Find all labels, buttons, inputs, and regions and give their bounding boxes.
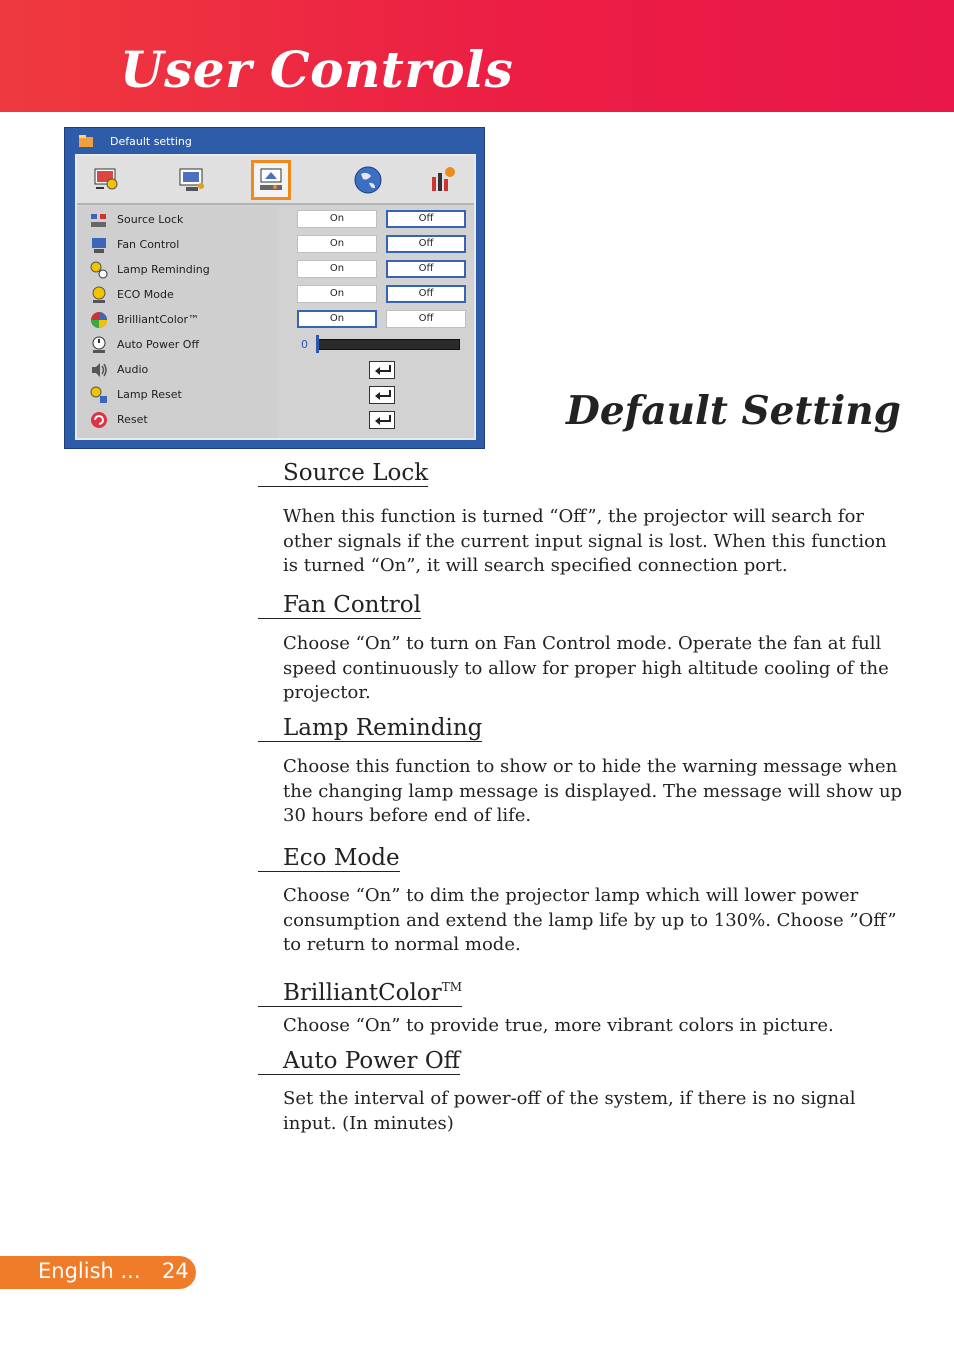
eco-mode-off-option[interactable]: Off bbox=[386, 285, 466, 303]
osd-row-label: Auto Power Off bbox=[117, 338, 200, 351]
audio-icon bbox=[89, 360, 109, 380]
eco-mode-on-option[interactable]: On bbox=[297, 285, 377, 303]
osd-row-label: Lamp Reminding bbox=[117, 263, 210, 276]
osd-row-label: Audio bbox=[117, 363, 149, 376]
brilliantcolor-off-option[interactable]: Off bbox=[386, 310, 466, 328]
page-header-title: User Controls bbox=[120, 40, 514, 99]
osd-row-reset[interactable] bbox=[77, 407, 474, 432]
enter-icon bbox=[373, 364, 393, 377]
audio-enter-button[interactable] bbox=[369, 361, 395, 379]
osd-row-audio[interactable] bbox=[77, 357, 474, 382]
tab-options[interactable] bbox=[423, 160, 463, 200]
osd-row-eco-mode[interactable] bbox=[77, 282, 474, 307]
osd-row-auto-power-off[interactable] bbox=[77, 332, 474, 357]
page-number: 24 bbox=[162, 1259, 189, 1283]
osd-row-label: Lamp Reset bbox=[117, 388, 182, 401]
tab-picture[interactable] bbox=[87, 160, 127, 200]
brilliantcolor-icon bbox=[89, 310, 109, 330]
osd-row-lamp-reset[interactable] bbox=[77, 382, 474, 407]
osd-titlebar bbox=[65, 128, 484, 154]
lamp-reset-icon bbox=[89, 385, 109, 405]
source-lock-on-option[interactable]: On bbox=[297, 210, 377, 228]
reset-enter-button[interactable] bbox=[369, 411, 395, 429]
item-body-source-lock: When this function is turned “Off”, the projector will search for other signals if the current input signal is lost. When this function is turned “On”, it will search specified connection port. bbox=[283, 506, 887, 576]
eco-mode-icon bbox=[89, 285, 109, 305]
osd-row-source-lock[interactable] bbox=[77, 207, 474, 232]
auto-power-off-value: 0 bbox=[301, 338, 308, 351]
item-heading-fan-control: Fan Control bbox=[258, 592, 421, 619]
lamp-reset-enter-button[interactable] bbox=[369, 386, 395, 404]
tab-setup[interactable] bbox=[251, 160, 291, 200]
item-heading-auto-power-off: Auto Power Off bbox=[258, 1048, 460, 1075]
picture-icon bbox=[92, 166, 122, 194]
osd-menu-screenshot bbox=[64, 127, 485, 449]
display-icon bbox=[177, 166, 207, 194]
enter-icon bbox=[373, 414, 393, 427]
osd-row-fan-control[interactable] bbox=[77, 232, 474, 257]
footer-language: English ... bbox=[38, 1259, 141, 1283]
fan-control-off-option[interactable]: Off bbox=[386, 235, 466, 253]
item-heading-brilliantcolor-text: BrilliantColor bbox=[283, 980, 442, 1006]
osd-row-label: Source Lock bbox=[117, 213, 184, 226]
item-heading-lamp-reminding: Lamp Reminding bbox=[258, 715, 482, 742]
trademark-sup: TM bbox=[441, 980, 463, 994]
item-body-brilliantcolor: Choose “On” to provide true, more vibrant colors in picture. bbox=[283, 1015, 834, 1036]
source-lock-icon bbox=[89, 210, 109, 230]
auto-power-off-icon bbox=[89, 335, 109, 355]
item-body-lamp-reminding: Choose this function to show or to hide the warning message when the changing lamp message is displayed. The message will show up 30 hours before end of life. bbox=[283, 756, 903, 826]
page-footer bbox=[0, 1256, 196, 1289]
reset-icon bbox=[89, 410, 109, 430]
language-globe-icon bbox=[353, 165, 383, 195]
auto-power-off-slider[interactable] bbox=[316, 339, 460, 350]
osd-row-label: BrilliantColor™ bbox=[117, 313, 200, 326]
lamp-reminding-on-option[interactable]: On bbox=[297, 260, 377, 278]
item-heading-brilliantcolor bbox=[258, 974, 462, 1007]
item-heading-eco-mode: Eco Mode bbox=[258, 845, 400, 872]
menu-folder-icon bbox=[78, 134, 94, 148]
tab-language[interactable] bbox=[348, 160, 388, 200]
lamp-reminding-off-option[interactable]: Off bbox=[386, 260, 466, 278]
fan-control-icon bbox=[89, 235, 109, 255]
page-header bbox=[0, 0, 954, 112]
osd-row-lamp-reminding[interactable] bbox=[77, 257, 474, 282]
auto-power-off-slider-knob[interactable] bbox=[316, 335, 319, 353]
lamp-reminding-icon bbox=[89, 260, 109, 280]
setup-icon bbox=[257, 166, 285, 194]
brilliantcolor-on-option[interactable]: On bbox=[297, 310, 377, 328]
osd-row-brilliantcolor[interactable] bbox=[77, 307, 474, 332]
item-body-auto-power-off: Set the interval of power-off of the system, if there is no signal input. (In minutes) bbox=[283, 1088, 856, 1134]
item-body-eco-mode: Choose “On” to dim the projector lamp which will lower power consumption and extend the lamp life by up to 130%. Choose ”Off” to return to normal mode. bbox=[283, 885, 897, 955]
osd-settings-list bbox=[77, 207, 474, 438]
options-icon bbox=[428, 165, 458, 195]
osd-title: Default setting bbox=[110, 135, 192, 148]
section-title: Default Setting bbox=[566, 388, 901, 434]
source-lock-off-option[interactable]: Off bbox=[386, 210, 466, 228]
tab-display[interactable] bbox=[172, 160, 212, 200]
osd-row-label: Fan Control bbox=[117, 238, 180, 251]
enter-icon bbox=[373, 389, 393, 402]
osd-row-label: ECO Mode bbox=[117, 288, 174, 301]
osd-panel bbox=[75, 154, 476, 440]
osd-tab-bar bbox=[77, 156, 474, 205]
fan-control-on-option[interactable]: On bbox=[297, 235, 377, 253]
item-body-fan-control: Choose “On” to turn on Fan Control mode. Operate the fan at full speed continuously to allow for proper high altitude cooling of the projector. bbox=[283, 633, 889, 703]
osd-row-label: Reset bbox=[117, 413, 148, 426]
item-heading-source-lock: Source Lock bbox=[258, 460, 428, 487]
